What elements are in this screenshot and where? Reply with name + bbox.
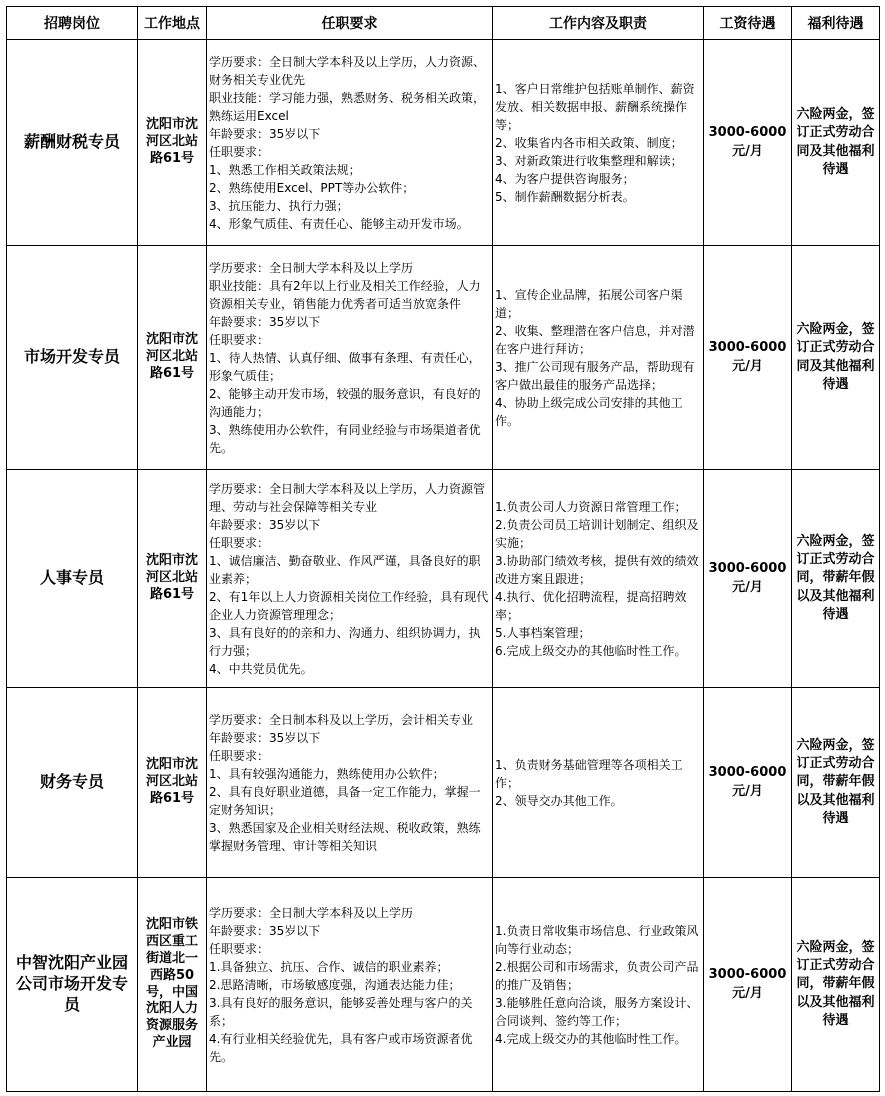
table-row: [7, 246, 880, 470]
welfare-cell: 六险两金，签订正式劳动合同及其他福利待遇: [792, 246, 880, 470]
requirement-line: 4.有行业相关经验优先，具有客户或市场资源者优先。: [209, 1031, 473, 1064]
duty-line: 2.根据公司和市场需求，负责公司产品的推广及销售；: [495, 959, 699, 992]
position-cell: 中智沈阳产业园公司市场开发专员: [7, 878, 138, 1092]
requirement-line: 2、有1年以上人力资源相关岗位工作经验，具有现代企业人力资源管理理念；: [209, 589, 489, 622]
requirement-line: 2.思路清晰，市场敏感度强，沟通表达能力佳；: [209, 977, 461, 992]
requirement-line: 职业技能：学习能力强，熟悉财务、税务相关政策，熟练运用Excel: [209, 90, 486, 123]
requirement-line: 1、待人热情、认真仔细、做事有条理、有责任心，形象气质佳；: [209, 350, 481, 383]
welfare-cell: 六险两金，签订正式劳动合同，带薪年假以及其他福利待遇: [792, 878, 880, 1092]
requirement-line: 3.具有良好的服务意识，能够妥善处理与客户的关系；: [209, 995, 473, 1028]
header-position: 招聘岗位: [7, 7, 138, 40]
duty-line: 4、协助上级完成公司安排的其他工作。: [495, 395, 683, 428]
duty-line: 4.完成上级交办的其他临时性工作。: [495, 1031, 687, 1046]
duties-cell: [493, 878, 704, 1092]
requirement-line: 学历要求：全日制大学本科及以上学历: [209, 905, 414, 920]
requirement-line: 3、熟练使用办公软件，有同业经验与市场渠道者优先。: [209, 422, 481, 455]
location-cell: 沈阳市沈河区北站路61号: [138, 246, 207, 470]
duty-line: 1、客户日常维护包括账单制作、薪资发放、相关数据申报、薪酬系统操作等；: [495, 81, 695, 132]
duty-line: 3.能够胜任意向洽谈，服务方案设计、合同谈判、签约等工作；: [495, 995, 699, 1028]
requirement-line: 学历要求：全日制大学本科及以上学历: [209, 260, 414, 275]
duty-line: 6.完成上级交办的其他临时性工作。: [495, 643, 687, 658]
duties-cell: [493, 246, 704, 470]
location-cell: 沈阳市沈河区北站路61号: [138, 470, 207, 688]
location-cell: 沈阳市铁西区重工街道北一西路50号，中国沈阳人力资源服务产业园: [138, 878, 207, 1092]
welfare-cell: 六险两金，签订正式劳动合同，带薪年假以及其他福利待遇: [792, 688, 880, 878]
requirement-line: 3、具有良好的的亲和力、沟通力、组织协调力，执行力强；: [209, 625, 481, 658]
position-cell: 财务专员: [7, 688, 138, 878]
requirement-line: 年龄要求：35岁以下: [209, 126, 321, 141]
table-row: [7, 470, 880, 688]
location-cell: 沈阳市沈河区北站路61号: [138, 688, 207, 878]
requirement-line: 任职要求：: [209, 941, 270, 956]
requirement-line: 3、熟悉国家及企业相关财经法规、税收政策，熟练掌握财务管理、审计等相关知识: [209, 820, 481, 853]
duty-line: 4、为客户提供咨询服务；: [495, 171, 635, 186]
duty-line: 1、负责财务基础管理等各项相关工作；: [495, 757, 683, 790]
requirement-line: 2、具有良好职业道德，具备一定工作能力，掌握一定财务知识；: [209, 784, 481, 817]
requirements-cell: [207, 878, 493, 1092]
salary-cell: 3000-6000元/月: [704, 688, 792, 878]
duty-line: 5.人事档案管理；: [495, 625, 591, 640]
duty-line: 2、收集、整理潜在客户信息，并对潜在客户进行拜访；: [495, 323, 695, 356]
requirement-line: 任职要求：: [209, 332, 270, 347]
requirements-cell: [207, 40, 493, 246]
header-welfare: 福利待遇: [792, 7, 880, 40]
requirement-line: 1、具有较强沟通能力，熟练使用办公软件；: [209, 766, 445, 781]
requirements-cell: [207, 688, 493, 878]
duty-line: 5、制作薪酬数据分析表。: [495, 189, 635, 204]
duties-cell: [493, 688, 704, 878]
requirements-cell: [207, 246, 493, 470]
table-row: [7, 40, 880, 246]
requirement-line: 任职要求：: [209, 748, 270, 763]
requirement-line: 2、能够主动开发市场，较强的服务意识，有良好的沟通能力；: [209, 386, 481, 419]
location-cell: 沈阳市沈河区北站路61号: [138, 40, 207, 246]
salary-cell: 3000-6000元/月: [704, 40, 792, 246]
requirement-line: 年龄要求：35岁以下: [209, 923, 321, 938]
requirement-line: 1.具备独立、抗压、合作、诚信的职业素养；: [209, 959, 449, 974]
header-row: [7, 7, 880, 40]
duties-cell: [493, 40, 704, 246]
requirement-line: 学历要求：全日制大学本科及以上学历，人力资源、财务相关专业优先: [209, 54, 486, 87]
salary-cell: 3000-6000元/月: [704, 246, 792, 470]
requirement-line: 学历要求：全日制本科及以上学历，会计相关专业: [209, 712, 474, 727]
header-duties: 工作内容及职责: [493, 7, 704, 40]
header-requirements: 任职要求: [207, 7, 493, 40]
position-cell: 市场开发专员: [7, 246, 138, 470]
duty-line: 2、收集省内各市相关政策、制度；: [495, 135, 683, 150]
table-row: [7, 878, 880, 1092]
salary-cell: 3000-6000元/月: [704, 878, 792, 1092]
requirement-line: 年龄要求：35岁以下: [209, 730, 321, 745]
duty-line: 2.负责公司员工培训计划制定、组织及实施；: [495, 517, 699, 550]
position-cell: 薪酬财税专员: [7, 40, 138, 246]
requirements-cell: [207, 470, 493, 688]
duties-cell: [493, 470, 704, 688]
requirement-line: 年龄要求：35岁以下: [209, 314, 321, 329]
requirement-line: 1、熟悉工作相关政策法规；: [209, 162, 361, 177]
requirement-line: 4、中共党员优先。: [209, 661, 313, 676]
requirement-line: 4、形象气质佳、有责任心、能够主动开发市场。: [209, 216, 469, 231]
table-row: [7, 688, 880, 878]
requirement-line: 2、熟练使用Excel、PPT等办公软件；: [209, 180, 415, 195]
requirement-line: 1、诚信廉洁、勤奋敬业、作风严谨，具备良好的职业素养；: [209, 553, 481, 586]
header-salary: 工资待遇: [704, 7, 792, 40]
duty-line: 1.负责公司人力资源日常管理工作；: [495, 499, 687, 514]
duty-line: 3.协助部门绩效考核，提供有效的绩效改进方案且跟进；: [495, 553, 699, 586]
job-table: [6, 6, 880, 1092]
requirement-line: 3、抗压能力、执行力强；: [209, 198, 349, 213]
duty-line: 1.负责日常收集市场信息、行业政策风向等行业动态；: [495, 923, 699, 956]
duty-line: 1、宣传企业品牌，拓展公司客户渠道；: [495, 287, 683, 320]
requirement-line: 年龄要求：35岁以下: [209, 517, 321, 532]
requirement-line: 职业技能：具有2年以上行业及相关工作经验，人力资源相关专业，销售能力优秀者可适当放宽条件: [209, 278, 481, 311]
welfare-cell: 六险两金，签订正式劳动合同，带薪年假以及其他福利待遇: [792, 470, 880, 688]
duty-line: 3、对新政策进行收集整理和解读；: [495, 153, 683, 168]
duty-line: 4.执行、优化招聘流程，提高招聘效率；: [495, 589, 687, 622]
requirement-line: 任职要求：: [209, 144, 270, 159]
header-location: 工作地点: [138, 7, 207, 40]
requirement-line: 任职要求：: [209, 535, 270, 550]
requirement-line: 学历要求：全日制大学本科及以上学历，人力资源管理、劳动与社会保障等相关专业: [209, 481, 486, 514]
welfare-cell: 六险两金，签订正式劳动合同及其他福利待遇: [792, 40, 880, 246]
salary-cell: 3000-6000元/月: [704, 470, 792, 688]
duty-line: 2、领导交办其他工作。: [495, 793, 623, 808]
position-cell: 人事专员: [7, 470, 138, 688]
duty-line: 3、推广公司现有服务产品，帮助现有客户做出最佳的服务产品选择；: [495, 359, 695, 392]
